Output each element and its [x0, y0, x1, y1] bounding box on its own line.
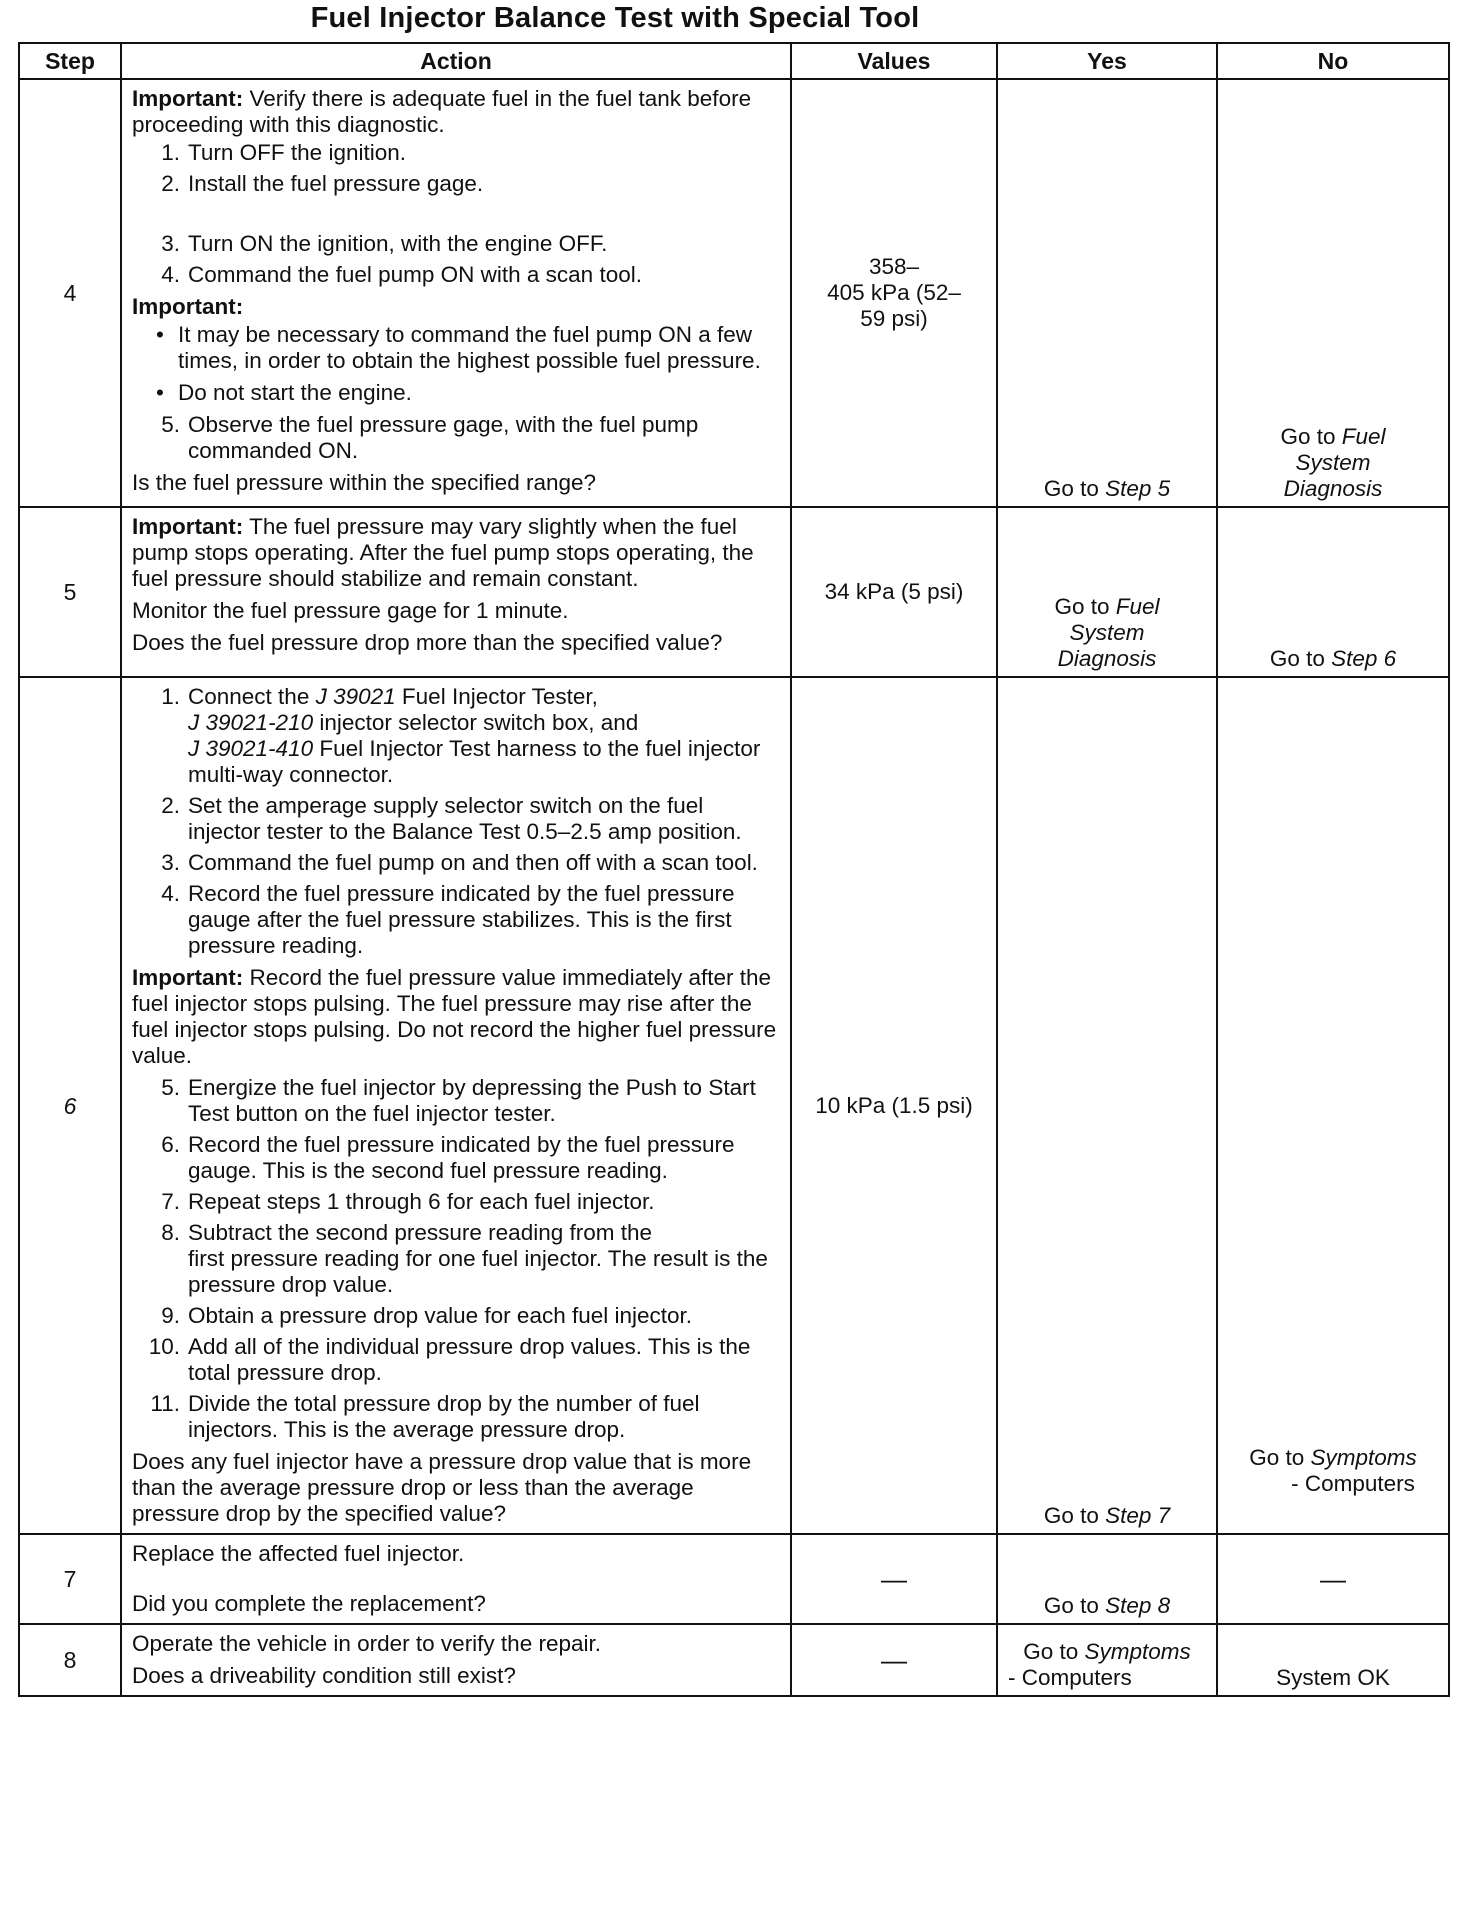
list-item: 4. Record the fuel pressure indicated by the fuel pressure gauge after the fuel pressure stabilizes. This is the first pressure reading. — [161, 881, 735, 958]
yes-cell: Go to Symptoms - Computers — [997, 1624, 1217, 1696]
action-cell — [121, 507, 791, 677]
step-number: 4 — [19, 79, 121, 507]
step-number: 5 — [19, 507, 121, 677]
list-item: 2. Set the amperage supply selector switch on the fuel injector tester to the Balance Test 0.5–2.5 amp position. — [161, 793, 742, 844]
values-cell: 10 kPa (1.5 psi) — [791, 677, 997, 1534]
no-cell: Go to Symptoms - Computers — [1217, 677, 1449, 1534]
question: Does a driveability condition still exist? — [132, 1663, 516, 1688]
action-cell — [121, 1534, 791, 1624]
action-cell — [121, 79, 791, 507]
yes-target-link[interactable]: Symptoms — [1084, 1639, 1191, 1664]
list-item: 1. Turn OFF the ignition. — [161, 140, 407, 165]
header-no: No — [1217, 43, 1449, 79]
diagnostic-table — [18, 42, 1450, 1697]
yes-cell: Go to Step 5 — [997, 79, 1217, 507]
table-row-step-5 — [19, 507, 1449, 677]
list-item: • It may be necessary to command the fuel pump ON a few times, in order to obtain the highest possible fuel pressure. — [132, 322, 782, 374]
table-row-step-7 — [19, 1534, 1449, 1624]
list-item: • Do not start the engine. — [132, 380, 782, 406]
list-item: 8. Subtract the second pressure reading from the first pressure reading for one fuel injector. The result is the pressure drop value. — [161, 1220, 768, 1297]
important-note: Important: Verify there is adequate fuel in the fuel tank before proceeding with this diagnostic. — [132, 86, 752, 137]
list-item: 2. Install the fuel pressure gage. — [161, 171, 484, 196]
bullet-list — [132, 322, 782, 406]
yes-cell: Go to Step 8 — [997, 1534, 1217, 1624]
list-item: 7. Repeat steps 1 through 6 for each fuel injector. — [161, 1189, 655, 1214]
header-row — [19, 43, 1449, 79]
values-cell: 34 kPa (5 psi) — [791, 507, 997, 677]
question: Did you complete the replacement? — [132, 1591, 486, 1616]
values-cell: — — [791, 1534, 997, 1624]
yes-target-link[interactable]: Step 5 — [1105, 476, 1171, 501]
instruction: Replace the affected fuel injector. — [132, 1541, 465, 1566]
no-target-link[interactable]: Fuel — [1341, 424, 1386, 449]
yes-cell: Go to Fuel System Diagnosis — [997, 507, 1217, 677]
list-item: 5. Observe the fuel pressure gage, with the fuel pump commanded ON. — [161, 412, 699, 463]
action-cell — [121, 677, 791, 1534]
table-row-step-8 — [19, 1624, 1449, 1696]
important-note: Important: The fuel pressure may vary slightly when the fuel pump stops operating. After the fuel pump stops operating, the fuel pressure should stabilize and remain constant. — [132, 514, 754, 591]
no-target-link[interactable]: Step 6 — [1331, 646, 1397, 671]
no-cell: Go to Fuel System Diagnosis — [1217, 79, 1449, 507]
no-cell: System OK — [1217, 1624, 1449, 1696]
step-number: 8 — [19, 1624, 121, 1696]
document-title: Fuel Injector Balance Test with Special Tool — [310, 2, 920, 34]
yes-cell: Go to Step 7 — [997, 677, 1217, 1534]
values-cell: 358– 405 kPa (52– 59 psi) — [791, 79, 997, 507]
step-number: 6 — [19, 677, 121, 1534]
important-label: Important: — [132, 294, 244, 319]
header-step: Step — [19, 43, 121, 79]
no-target-link[interactable]: Symptoms — [1310, 1445, 1417, 1470]
no-cell: Go to Step 6 — [1217, 507, 1449, 677]
yes-target-link[interactable]: Step 8 — [1105, 1593, 1171, 1618]
yes-target-link[interactable]: Step 7 — [1105, 1503, 1171, 1528]
list-item: 4. Command the fuel pump ON with a scan tool. — [161, 262, 642, 287]
question: Does the fuel pressure drop more than the specified value? — [132, 630, 723, 655]
important-note: Important: Record the fuel pressure value immediately after the fuel injector stops pulsing. The fuel pressure may rise after the fuel injector stops pulsing. Do not record the higher fuel pressure value. — [132, 965, 777, 1068]
step-list — [132, 231, 782, 288]
step-list — [132, 684, 782, 959]
instruction: Operate the vehicle in order to verify the repair. — [132, 1631, 601, 1656]
question: Does any fuel injector have a pressure drop value that is more than the average pressure drop or less than the average pressure drop by the specified value? — [132, 1449, 752, 1526]
step-list — [132, 412, 782, 464]
table-row-step-6 — [19, 677, 1449, 1534]
step-list — [132, 1075, 782, 1443]
step-number: 7 — [19, 1534, 121, 1624]
list-item: 6. Record the fuel pressure indicated by the fuel pressure gauge. This is the second fuel pressure reading. — [161, 1132, 735, 1183]
list-item: 3. Turn ON the ignition, with the engine OFF. — [161, 231, 608, 256]
table-row-step-4 — [19, 79, 1449, 507]
tool-id: J 39021 — [315, 684, 396, 709]
values-cell: — — [791, 1624, 997, 1696]
question: Is the fuel pressure within the specified range? — [132, 470, 597, 495]
list-item: 3. Command the fuel pump on and then off with a scan tool. — [161, 850, 758, 875]
list-item: 5. Energize the fuel injector by depressing the Push to Start Test button on the fuel injector tester. — [161, 1075, 756, 1126]
action-cell — [121, 1624, 791, 1696]
header-values: Values — [791, 43, 997, 79]
list-item: 1. Connect the J 39021 Fuel Injector Tester, J 39021-210 injector selector switch box, and J 39021-410 Fuel Injector Test harness to the fuel injector multi-way connector. — [161, 684, 761, 787]
tool-id: J 39021-210 — [188, 710, 314, 735]
step-list — [132, 140, 782, 197]
no-cell: — — [1217, 1534, 1449, 1624]
list-item: 9. Obtain a pressure drop value for each fuel injector. — [161, 1303, 693, 1328]
instruction: Monitor the fuel pressure gage for 1 minute. — [132, 598, 569, 623]
yes-target-link[interactable]: Fuel — [1115, 594, 1160, 619]
list-item: 10. Add all of the individual pressure drop values. This is the total pressure drop. — [148, 1334, 751, 1385]
header-yes: Yes — [997, 43, 1217, 79]
list-item: 11. Divide the total pressure drop by the number of fuel injectors. This is the average pressure drop. — [150, 1391, 700, 1442]
tool-id: J 39021-410 — [188, 736, 314, 761]
header-action: Action — [121, 43, 791, 79]
